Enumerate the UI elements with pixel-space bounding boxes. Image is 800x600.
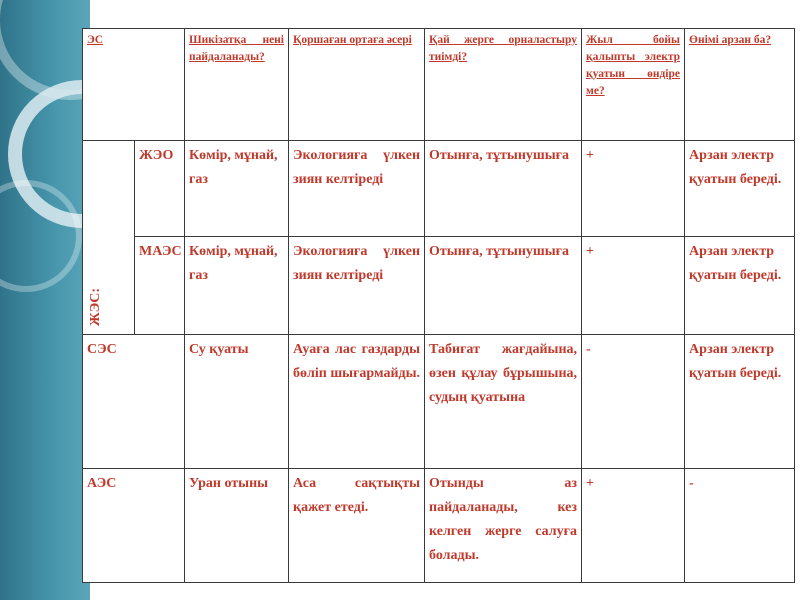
row-name: МАЭС (135, 237, 185, 335)
row-fuel: Көмір, мұнай, газ (185, 237, 289, 335)
row-fuel: Көмір, мұнай, газ (185, 141, 289, 237)
row-location: Отынға, тұтынушыға (425, 237, 582, 335)
header-location: Қай жерге орналастыру тиімді? (425, 29, 582, 141)
header-year-round: Жыл бойы қалыпты электр қуатын өндіре ме? (582, 29, 685, 141)
row-environment: Ауаға лас газдарды бөліп шығармайды. (289, 335, 425, 469)
row-year-round: - (582, 335, 685, 469)
row-year-round: + (582, 141, 685, 237)
row-fuel: Су қуаты (185, 335, 289, 469)
row-year-round: + (582, 469, 685, 583)
decorative-side-panel (0, 0, 90, 600)
header-cheap: Өнімі арзан ба? (685, 29, 795, 141)
header-fuel: Шикізатқа нені пайдаланады? (185, 29, 289, 141)
power-plant-comparison-table (82, 28, 795, 583)
row-fuel: Уран отыны (185, 469, 289, 583)
row-name: АЭС (83, 469, 185, 583)
row-cheap: Арзан электр қуатын береді. (685, 237, 795, 335)
row-cheap: Арзан электр қуатын береді. (685, 141, 795, 237)
row-name: ЖЭО (135, 141, 185, 237)
row-environment: Экологияға үлкен зиян келтіреді (289, 141, 425, 237)
row-cheap: Арзан электр қуатын береді. (685, 335, 795, 469)
header-row (83, 29, 795, 141)
group-label: ЖЭС: (88, 287, 103, 326)
table-row (83, 237, 795, 335)
row-location: Табиғат жағдайына, өзен құлау бұрышына, судың қуатына (425, 335, 582, 469)
comparison-table-container (82, 28, 794, 582)
header-environment: Қоршаған ортаға әсері (289, 29, 425, 141)
row-cheap: - (685, 469, 795, 583)
row-year-round: + (582, 237, 685, 335)
row-location: Отынды аз пайдаланады, кез келген жерге салуға болады. (425, 469, 582, 583)
table-row (83, 469, 795, 583)
row-name: СЭС (83, 335, 185, 469)
group-cell (83, 141, 135, 335)
table-row (83, 335, 795, 469)
header-es: ЭС (83, 29, 185, 141)
row-location: Отынға, тұтынушыға (425, 141, 582, 237)
row-environment: Аса сақтықты қажет етеді. (289, 469, 425, 583)
table-row (83, 141, 795, 237)
row-environment: Экологияға үлкен зиян келтіреді (289, 237, 425, 335)
